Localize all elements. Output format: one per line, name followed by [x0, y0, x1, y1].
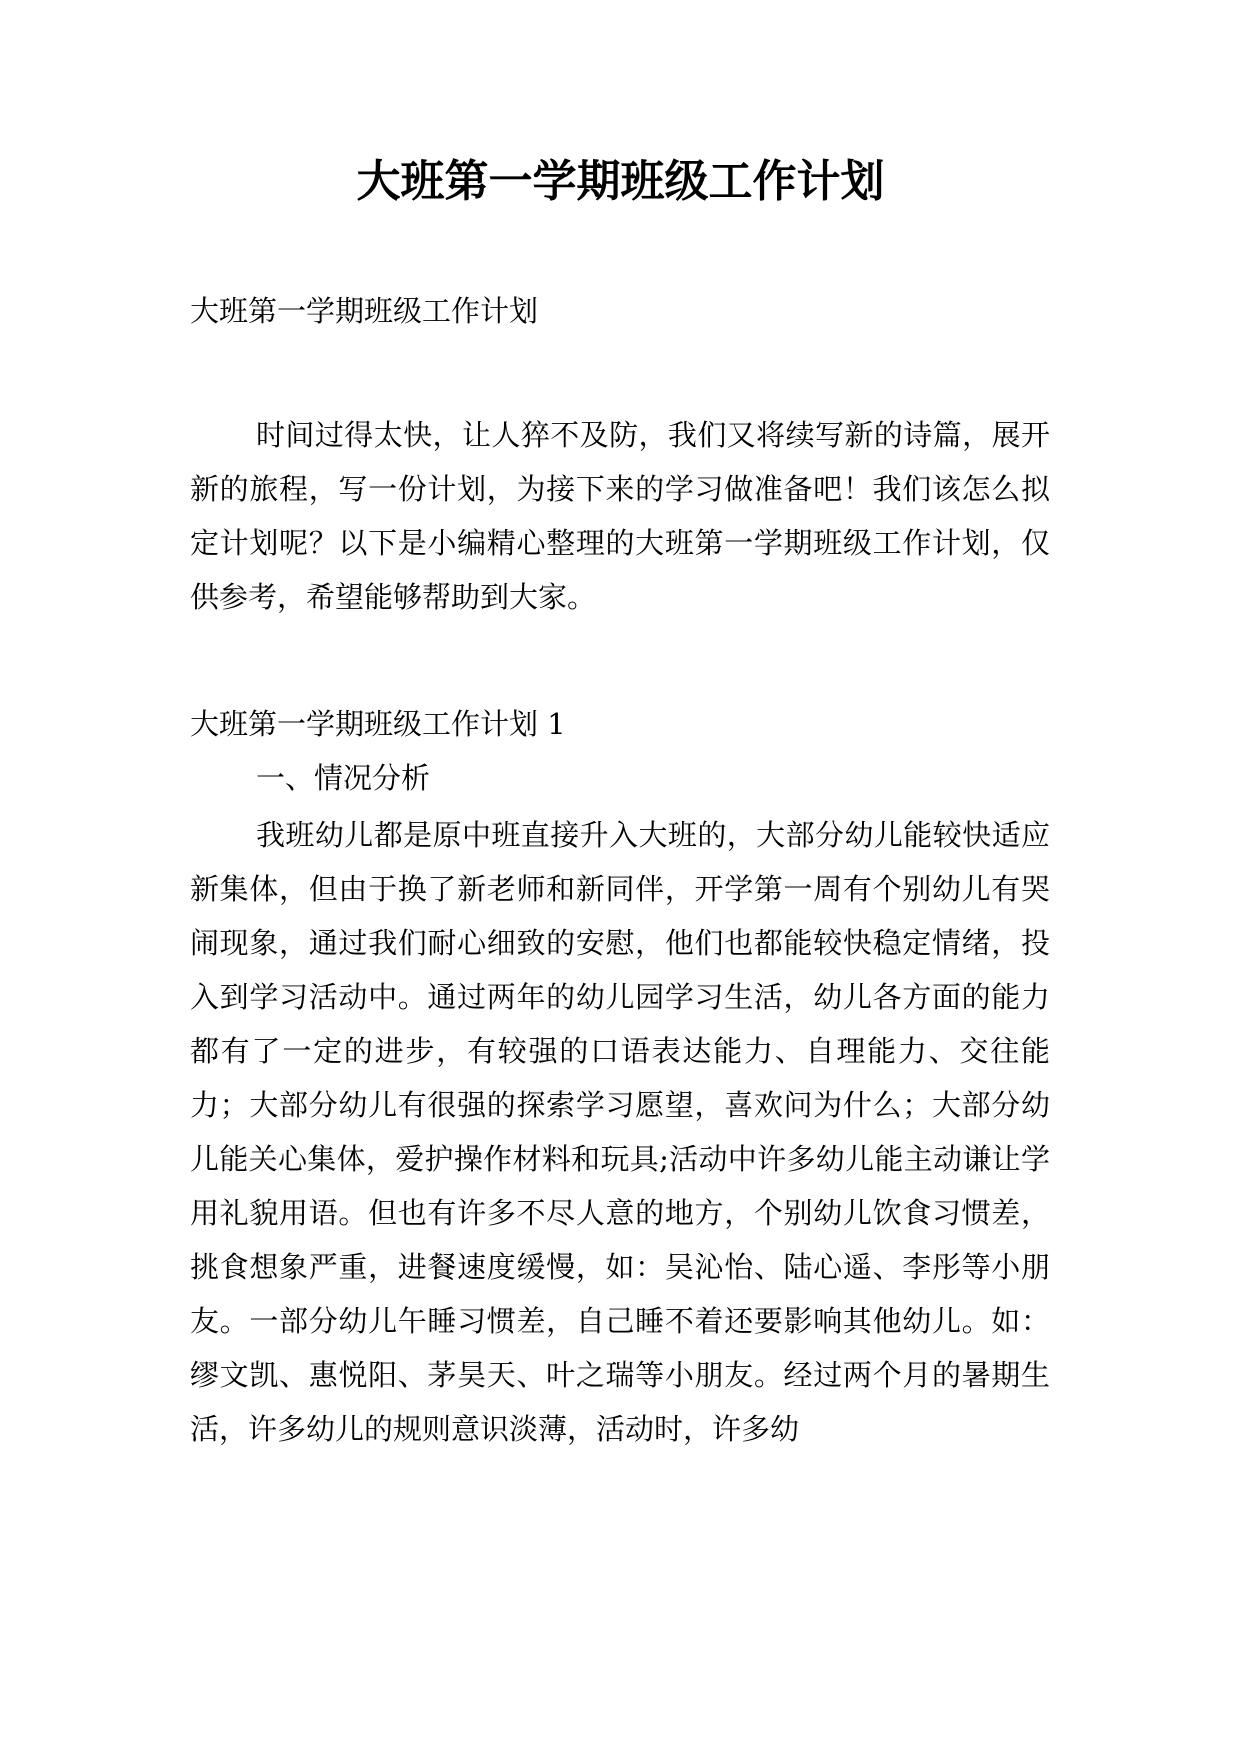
section-title: 大班第一学期班级工作计划 1	[190, 707, 566, 741]
document-title: 大班第一学期班级工作计划	[356, 156, 885, 207]
intro-paragraph: 时间过得太快，让人猝不及防，我们又将续写新的诗篇，展开新的旅程，写一份计划，为接下来的学习做准备吧！我们该怎么拟定计划呢？以下是小编精心整理的大班第一学期班级工作计划，仅供参考，希望能够帮助到大家。	[190, 418, 1050, 614]
body-paragraph: 我班幼儿都是原中班直接升入大班的，大部分幼儿能较快适应新集体，但由于换了新老师和新同伴，开学第一周有个别幼儿有哭闹现象，通过我们耐心细致的安慰，他们也都能较快稳定情绪，投入到学习活动中。通过两年的幼儿园学习生活，幼儿各方面的能力都有了一定的进步，有较强的口语表达能力、自理能力、交往能力；大部分幼儿有很强的探索学习愿望，喜欢问为什么；大部分幼儿能关心集体，爱护操作材料和玩具;活动中许多幼儿能主动谦让学用礼貌用语。但也有许多不尽人意的地方，个别幼儿饮食习惯差，挑食想象严重，进餐速度缓慢，如：吴沁怡、陆心遥、李彤等小朋友。一部分幼儿午睡习惯差，自己睡不着还要影响其他幼儿。如：缪文凯、惠悦阳、茅昊天、叶之瑞等小朋友。经过两个月的暑期生活，许多幼儿的规则意识淡薄，活动时，许多幼	[190, 818, 1050, 1446]
section-heading: 一、情况分析	[256, 761, 431, 795]
document-subtitle: 大班第一学期班级工作计划	[190, 294, 539, 328]
